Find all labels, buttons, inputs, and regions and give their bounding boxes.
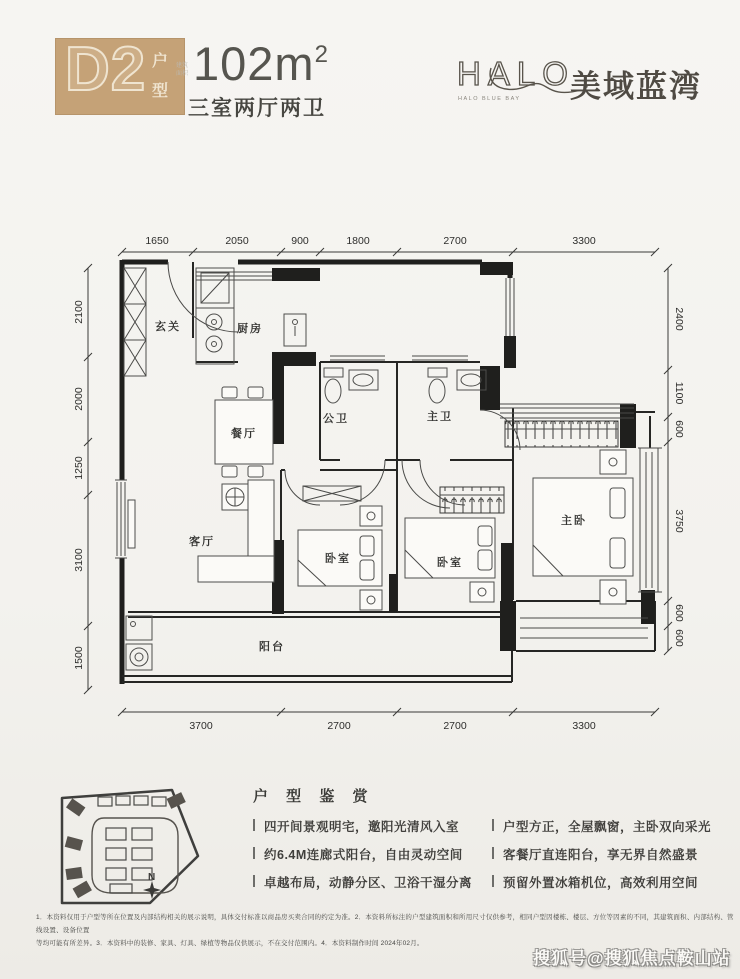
logo-subtext: HALO BLUE BAY	[458, 96, 521, 102]
feature-item	[253, 845, 463, 863]
feature-item	[492, 845, 698, 863]
door-arcs	[168, 262, 520, 508]
dim-bottom-2: 2700	[443, 720, 467, 732]
unit-area	[193, 36, 329, 91]
room-label-kitchen: 厨房	[237, 323, 263, 335]
dim-left-4: 1500	[73, 646, 85, 670]
windows	[115, 272, 662, 638]
bullet-bar-icon	[253, 847, 255, 859]
room-label-balcony: 阳台	[259, 641, 285, 653]
dim-left-0: 2100	[73, 300, 85, 324]
room-label-bedroom1: 卧室	[325, 553, 351, 565]
bullet-bar-icon	[492, 819, 494, 831]
watermark: 搜狐号@搜狐焦点鞍山站	[533, 949, 731, 968]
feature-item	[492, 817, 711, 835]
feature-item	[492, 873, 698, 891]
room-label-bath-master: 主卫	[427, 411, 453, 423]
dim-top-5: 3300	[572, 235, 596, 247]
dim-bottom-1: 2700	[327, 720, 351, 732]
feature-item	[253, 817, 459, 835]
feature-text: 卓越布局，动静分区、卫浴干湿分离	[264, 876, 473, 890]
feature-text: 户型方正，全屋飘窗，主卧双向采光	[503, 820, 712, 834]
feature-item	[253, 873, 472, 891]
dim-top-0: 1650	[145, 235, 169, 247]
area-prefix: 建筑面积	[176, 63, 189, 78]
bullet-bar-icon	[253, 819, 255, 831]
dim-left-3: 3100	[73, 548, 85, 572]
dim-left-2: 1250	[73, 456, 85, 480]
dim-right-2: 600	[673, 420, 685, 438]
dim-top-2: 900	[291, 235, 309, 247]
bullet-bar-icon	[492, 875, 494, 887]
area-sup: 2	[314, 41, 329, 68]
site-plan-map	[40, 782, 220, 914]
room-label-entry: 玄关	[155, 321, 181, 333]
bullet-bar-icon	[253, 875, 255, 887]
north-label: N	[148, 872, 156, 883]
logo-wordmark: HALO	[457, 55, 575, 92]
dim-top-1: 2050	[225, 235, 249, 247]
dim-right-5: 600	[673, 629, 685, 647]
dim-right-1: 1100	[673, 381, 685, 405]
room-label-bath-public: 公卫	[323, 413, 349, 425]
feature-text: 约6.4M连廊式阳台，自由灵动空间	[264, 848, 463, 862]
walls	[122, 260, 655, 684]
dim-right-4: 600	[673, 604, 685, 622]
bullet-bar-icon	[492, 847, 494, 859]
room-label-bedroom2: 卧室	[437, 557, 463, 569]
room-label-living: 客厅	[189, 536, 215, 548]
unit-code: D2	[65, 35, 147, 104]
brand-name: 美域蓝湾	[570, 69, 702, 104]
unit-type-label: 户型	[152, 53, 169, 101]
feature-text: 预留外置冰箱机位，高效利用空间	[503, 876, 699, 890]
dim-bottom-3: 3300	[572, 720, 596, 732]
dim-left-1: 2000	[73, 387, 85, 411]
dim-top-4: 2700	[443, 235, 467, 247]
feature-text: 客餐厅直连阳台，享无界自然盛景	[503, 848, 699, 862]
unit-code-badge	[55, 35, 185, 115]
disclaimer-line: 1．本资料仅用于户型等所在位置及内部结构相关的展示说明，具体交付标准以商品房买卖合同的约定为准。2．本资料所标注的户型建筑面积和所用尺寸仅供参考，相同户型因楼栋、楼层、方位等因素的不同，其建筑面积、内部结构、管线设置、设备位置	[36, 914, 734, 934]
dim-bottom-0: 3700	[189, 720, 213, 732]
floor-plan	[0, 225, 740, 745]
section-title: 户 型 鉴 赏	[253, 788, 375, 805]
feature-text: 四开间景观明宅，邀阳光清风入室	[264, 820, 460, 834]
unit-layout: 三室两厅两卫	[188, 97, 326, 120]
area-value: 102m	[193, 37, 315, 90]
dim-right-3: 3750	[673, 509, 685, 533]
disclaimer-line: 等均可能有所差异。3．本资料中的装修、家具、灯具、绿植等物品仅供展示，不在交付范围内。4．本资料制作时间 2024年02月。	[36, 940, 424, 947]
room-label-dining: 餐厅	[231, 428, 257, 440]
room-label-master: 主卧	[561, 515, 587, 527]
dim-right-0: 2400	[673, 307, 685, 331]
dim-top-3: 1800	[346, 235, 370, 247]
